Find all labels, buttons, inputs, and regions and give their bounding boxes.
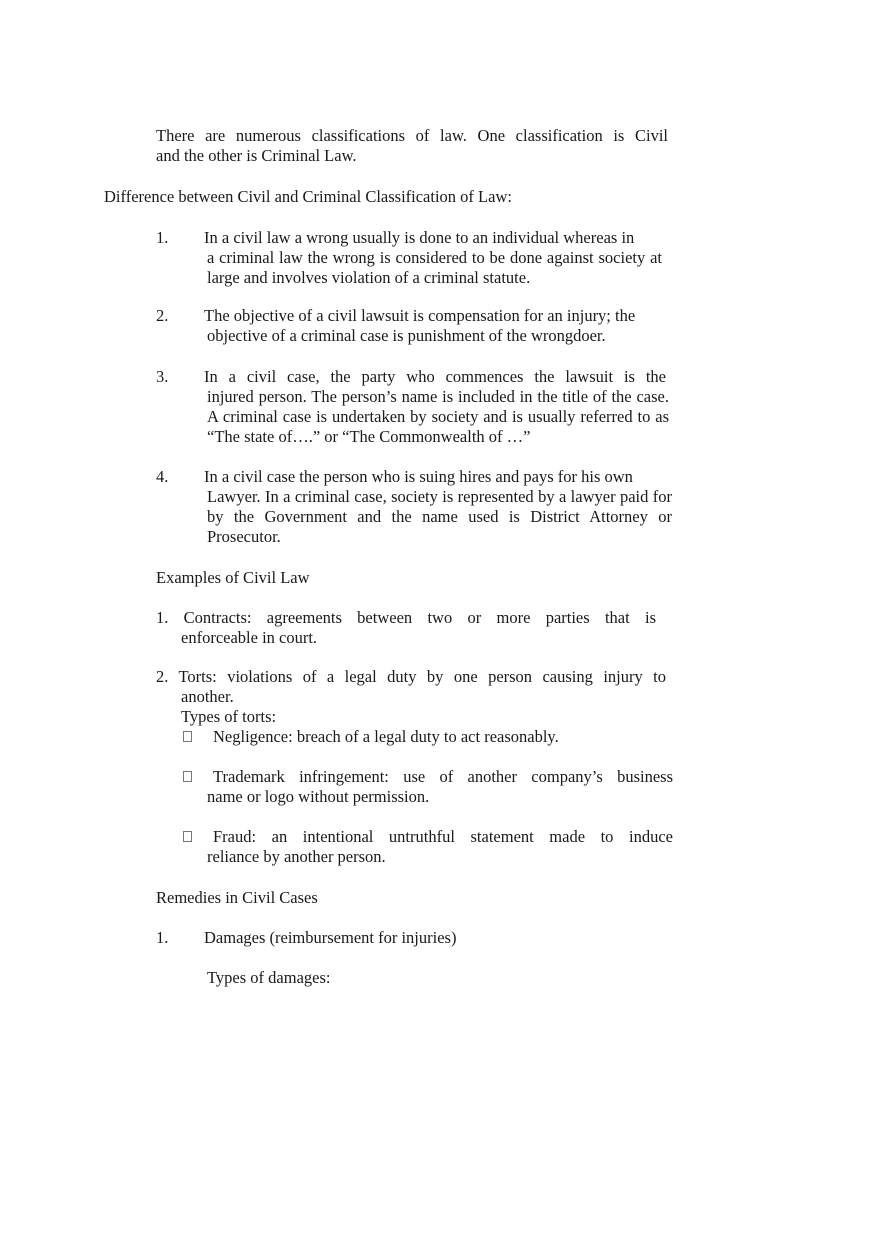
difference-item-4 bbox=[156, 467, 674, 547]
civil-example-contracts bbox=[156, 608, 656, 648]
bullet-box-icon bbox=[183, 771, 192, 782]
remedy-item-damages bbox=[156, 928, 656, 948]
difference-item-number: 1. bbox=[156, 228, 169, 247]
difference-item-text: injured person. The person’s name is included in the title of the case. A criminal case is undertaken by society and is usually referred to as “The state of….” or “The Commonwealth of …” bbox=[207, 387, 669, 446]
civil-example-rest: another. bbox=[181, 687, 234, 706]
difference-item-1 bbox=[156, 228, 670, 288]
bullet-box-icon bbox=[183, 731, 192, 742]
tort-item-fraud bbox=[183, 827, 673, 867]
intro-line-1: There are numerous classifications of law. One classification is Civil bbox=[156, 126, 668, 145]
remedy-item-text: Damages (reimbursement for injuries) bbox=[204, 928, 457, 947]
civil-example-first-line: 2. Torts: violations of a legal duty by one person causing injury to bbox=[156, 667, 666, 686]
tort-item-trademark bbox=[183, 767, 673, 807]
tort-item-text: Negligence: breach of a legal duty to act reasonably. bbox=[213, 727, 559, 746]
difference-item-text: a criminal law the wrong is considered to be done against society at large and involves violation of a criminal statute. bbox=[207, 248, 662, 287]
difference-item-number: 3. bbox=[156, 367, 169, 386]
intro-paragraph bbox=[156, 126, 668, 166]
tort-item-first-line: Fraud: an intentional untruthful statement made to induce bbox=[213, 827, 673, 846]
torts-types-label: Types of torts: bbox=[181, 707, 277, 726]
difference-item-2 bbox=[156, 306, 670, 346]
tort-item-rest: reliance by another person. bbox=[207, 847, 386, 866]
difference-item-first-line: In a civil law a wrong usually is done to an individual whereas in bbox=[204, 228, 635, 247]
difference-item-text: Lawyer. In a criminal case, society is represented by a lawyer paid for by the Government and the name used is District Attorney or Prosecutor. bbox=[207, 487, 672, 546]
remedy-item-number: 1. bbox=[156, 928, 169, 947]
difference-item-first-line: In a civil case, the party who commences the lawsuit is the bbox=[204, 367, 666, 386]
tort-item-rest: name or logo without permission. bbox=[207, 787, 430, 806]
difference-item-first-line: In a civil case the person who is suing hires and pays for his own bbox=[204, 467, 633, 486]
tort-item-negligence bbox=[183, 727, 673, 747]
damages-types-label: Types of damages: bbox=[207, 968, 331, 987]
difference-item-number: 4. bbox=[156, 467, 169, 486]
difference-heading: Difference between Civil and Criminal Classification of Law: bbox=[104, 187, 512, 206]
tort-item-first-line: Trademark infringement: use of another company’s business bbox=[213, 767, 673, 786]
difference-item-number: 2. bbox=[156, 306, 169, 325]
civil-examples-heading: Examples of Civil Law bbox=[156, 568, 310, 587]
difference-item-text: objective of a criminal case is punishment of the wrongdoer. bbox=[207, 326, 606, 345]
difference-item-3 bbox=[156, 367, 670, 447]
intro-line-2: and the other is Criminal Law. bbox=[156, 146, 357, 165]
difference-item-first-line: The objective of a civil lawsuit is compensation for an injury; the bbox=[204, 306, 636, 325]
civil-example-torts bbox=[156, 667, 666, 727]
remedies-heading: Remedies in Civil Cases bbox=[156, 888, 318, 907]
civil-example-rest: enforceable in court. bbox=[181, 628, 318, 647]
civil-example-first-line: 1. Contracts: agreements between two or more parties that is bbox=[156, 608, 656, 627]
bullet-box-icon bbox=[183, 831, 192, 842]
